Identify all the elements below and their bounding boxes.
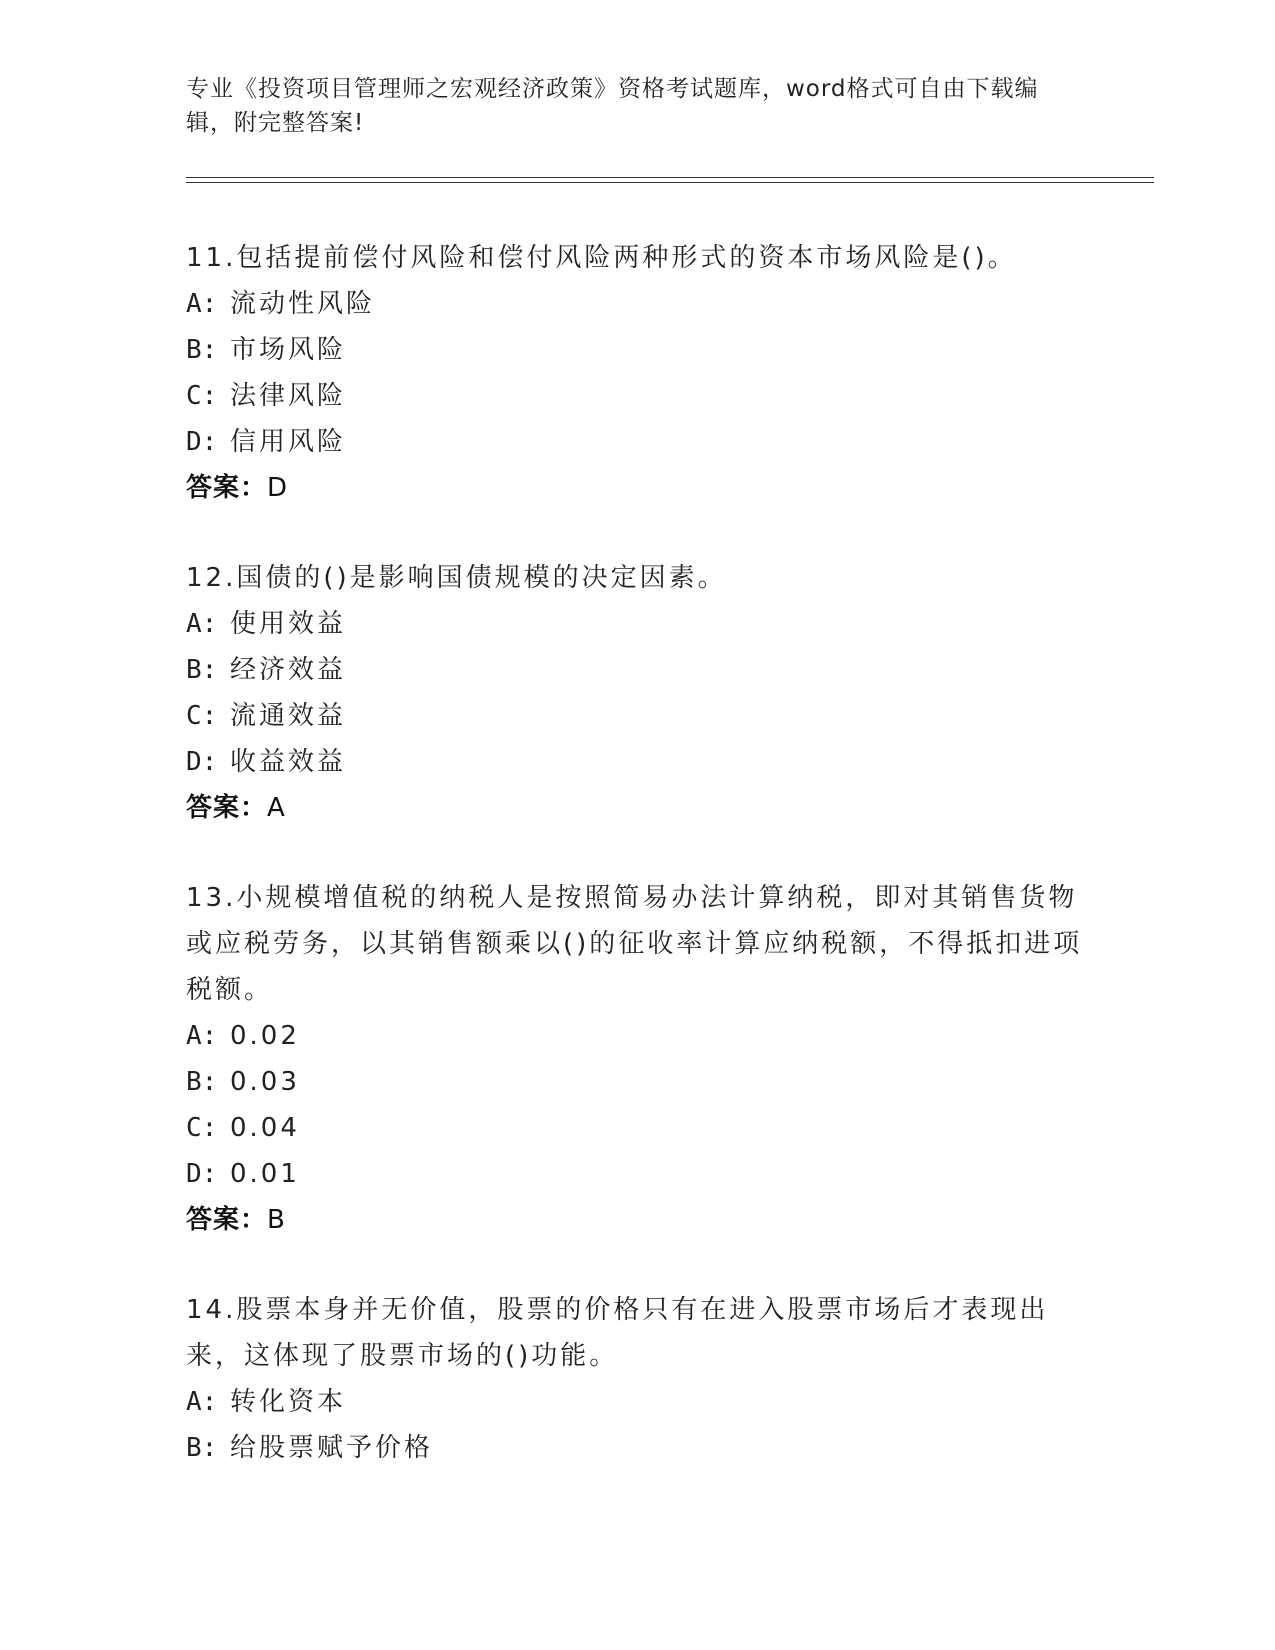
option-c xyxy=(186,693,1086,739)
option-text: 0.01 xyxy=(230,1159,300,1189)
answer-value: A xyxy=(267,793,286,823)
option-c xyxy=(186,1105,1086,1151)
document-intro: 专业《投资项目管理师之宏观经济政策》资格考试题库，word格式可自由下载编辑，附完整答案! xyxy=(186,76,1039,136)
answer-label: 答案： xyxy=(186,1205,268,1235)
question-14 xyxy=(186,1287,1086,1471)
question-list xyxy=(186,235,1086,1515)
question-stem: 12.国债的()是影响国债规模的决定因素。 xyxy=(186,563,727,593)
option-a xyxy=(186,601,1086,647)
question-stem: 14.股票本身并无价值，股票的价格只有在进入股票市场后才表现出来，这体现了股票市场的()功能。 xyxy=(186,1295,1049,1371)
option-letter: B: xyxy=(186,655,218,685)
option-b xyxy=(186,1425,1086,1471)
question-12 xyxy=(186,555,1086,831)
option-text: 转化资本 xyxy=(230,1387,347,1417)
answer-label: 答案： xyxy=(186,793,268,823)
answer-value: D xyxy=(267,473,289,503)
answer-label: 答案： xyxy=(186,473,268,503)
question-13 xyxy=(186,875,1086,1243)
option-letter: C: xyxy=(186,1113,218,1143)
question-11 xyxy=(186,235,1086,511)
option-c xyxy=(186,373,1086,419)
answer-line xyxy=(186,465,1086,511)
option-b xyxy=(186,1059,1086,1105)
option-text: 0.02 xyxy=(230,1021,300,1051)
option-letter: C: xyxy=(186,701,218,731)
option-letter: B: xyxy=(186,335,218,365)
option-text: 信用风险 xyxy=(230,427,347,457)
option-text: 流动性风险 xyxy=(230,289,376,319)
header-rule-bottom xyxy=(186,182,1154,183)
option-d xyxy=(186,739,1086,785)
option-letter: A: xyxy=(186,1021,218,1051)
option-text: 经济效益 xyxy=(230,655,347,685)
option-a xyxy=(186,1379,1086,1425)
option-letter: C: xyxy=(186,381,218,411)
option-b xyxy=(186,647,1086,693)
option-letter: A: xyxy=(186,1387,218,1417)
option-letter: D: xyxy=(186,427,218,457)
option-letter: D: xyxy=(186,1159,218,1189)
question-stem: 11.包括提前偿付风险和偿付风险两种形式的资本市场风险是()。 xyxy=(186,243,1017,273)
option-a xyxy=(186,281,1086,327)
option-text: 0.03 xyxy=(230,1067,300,1097)
header-rule-top xyxy=(186,177,1154,178)
question-stem: 13.小规模增值税的纳税人是按照简易办法计算纳税，即对其销售货物或应税劳务，以其销售额乘以()的征收率计算应纳税额，不得抵扣进项税额。 xyxy=(186,883,1083,1005)
option-letter: A: xyxy=(186,609,218,639)
option-letter: D: xyxy=(186,747,218,777)
option-b xyxy=(186,327,1086,373)
option-text: 给股票赋予价格 xyxy=(230,1433,434,1463)
option-text: 0.04 xyxy=(230,1113,300,1143)
option-text: 收益效益 xyxy=(230,747,347,777)
option-letter: B: xyxy=(186,1067,218,1097)
option-text: 市场风险 xyxy=(230,335,347,365)
answer-line xyxy=(186,785,1086,831)
option-d xyxy=(186,419,1086,465)
option-d xyxy=(186,1151,1086,1197)
option-letter: A: xyxy=(186,289,218,319)
option-text: 法律风险 xyxy=(230,381,347,411)
answer-value: B xyxy=(267,1205,286,1235)
option-text: 流通效益 xyxy=(230,701,347,731)
option-text: 使用效益 xyxy=(230,609,347,639)
option-a xyxy=(186,1013,1086,1059)
option-letter: B: xyxy=(186,1433,218,1463)
answer-line xyxy=(186,1197,1086,1243)
